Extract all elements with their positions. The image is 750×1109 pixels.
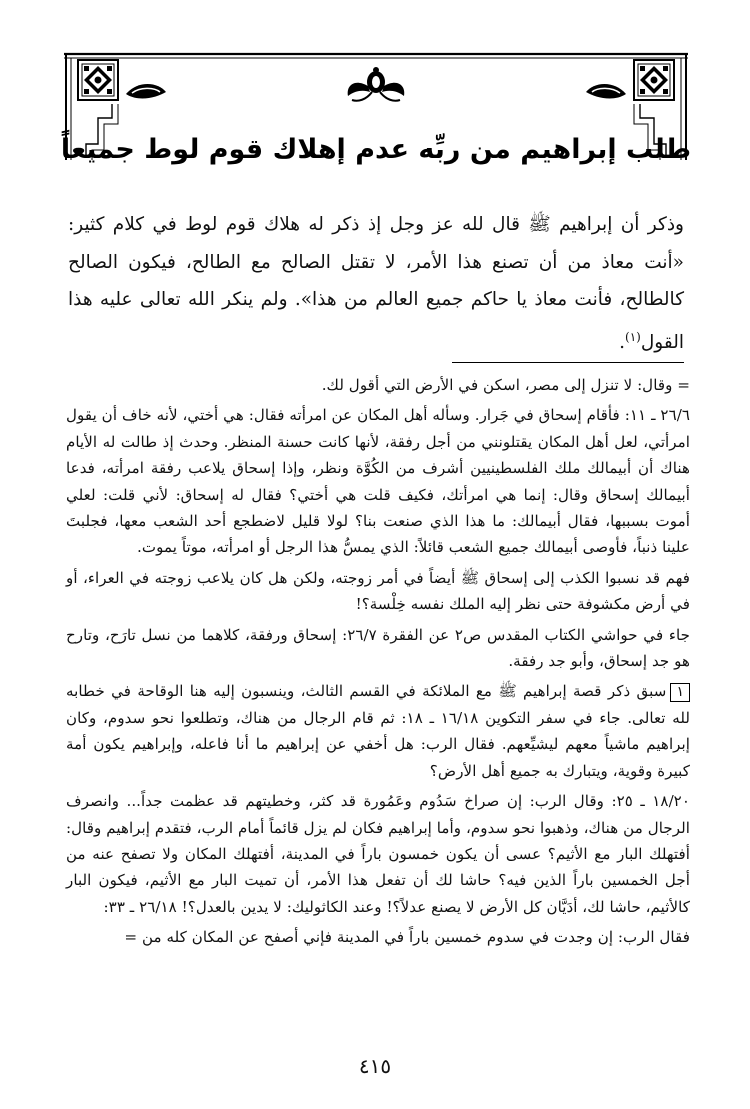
footnote-ref: (١) <box>625 329 641 344</box>
footnote-number-box: ١ <box>670 683 690 702</box>
footnotes <box>66 372 690 955</box>
main-paragraph <box>68 206 684 361</box>
footnote-separator <box>452 362 684 363</box>
footnote-1 <box>66 678 690 784</box>
page-number: ٤١٥ <box>358 1054 392 1078</box>
main-paragraph-text: وذكر أن إبراهيم ﷺ قال لله عز وجل إذ ذكر له هلاك قوم لوط في كلام كثير: «أنت معاذ من أن تصنع هذا الأمر، لا تقتل الصالح مع الطالح، فيكون الصالح كالطالح، فأنت معاذ يا حاكم جميع العالم من هذا». ولم ينكر الله تعالى عليه هذا القول <box>68 214 684 353</box>
footnote-paragraph: = وقال: لا تنزل إلى مصر، اسكن في الأرض التي أقول لك. <box>321 376 690 394</box>
footnote-1-text: سبق ذكر قصة إبراهيم ﷺ مع الملائكة في القسم الثالث، وينسبون إليه هنا الوقاحة في خطابه لله تعالى. جاء في سفر التكوين ١٦/١٨ ـ ١٨: ثم قام الرجال من هناك، وتطلعوا نحو سدوم، وكان إبراهيم ماشياً معهم ليشيِّعهم. فقال الرب: هل أخفي عن إبراهيم ما أنا فاعله، وإبراهيم يكون أمة كبيرة وقوية، ويتبارك به جميع أهل الأرض؟ <box>66 682 690 780</box>
footnote-paragraph: فهم قد نسبوا الكذب إلى إسحاق ﷺ أيضاً في أمر زوجته، ولكن هل كان يلاعب زوجته في العراء، أو في أرض مكشوفة حتى نظر إليه الملك نفسه خِلْسة؟! <box>66 568 690 614</box>
main-paragraph-end: . <box>619 331 626 353</box>
footnote-paragraph: ٢٦/٦ ـ ١١: فأقام إسحاق في جَرار. وسأله أهل المكان عن امرأته فقال: هي أختي، لأنه خاف أن يقول امرأتي، لعل أهل المكان يقتلونني من أجل رفقة، لأنها كانت حسنة المنظر. وحدث إذ طالت له الأيام هناك أن أبيمالك ملك الفلسطينيين أشرف من الكُوَّة ونظر، وإذا إسحاق يلاعب رفقة امرأته، فدعا أبيمالك إسحاق وقال: إنما هي امرأتك، فكيف قلت هي أختي؟ فقال له إسحاق: لأني قلت: لعلي أموت بسببها، فقال أبيمالك: ما هذا الذي صنعت بنا؟ لولا قليل لاضطجع أحد الشعب معها، فجلبتَ علينا ذنباً، فأوصى أبيمالك جميع الشعب قائلاً: الذي يمسُّ هذا الرجل أو امرأته، موتاً يموت. <box>66 406 691 557</box>
main-text <box>68 206 684 361</box>
footnote-paragraph: جاء في حواشي الكتاب المقدس ص٢ عن الفقرة ٢٦/٧: إسحاق ورفقة، كلاهما من نسل تارَح، وتارح هو جد إسحاق، وأبو جد رفقة. <box>66 625 690 671</box>
footnote-paragraph: ١٨/٢٠ ـ ٢٥: وقال الرب: إن صراخ سَدُوم وعَمُورة قد كثر، وخطيتهم قد عظمت جداً... وانصرف الرجال من هناك، وذهبوا نحو سدوم، وأما إبراهيم فكان لم يزل قائماً أمام الرب، فتقدم إبراهيم وقال: أفتهلك البار مع الأثيم؟ عسى أن يكون خمسون باراً في المدينة، أفتهلك المكان ولا تصفح عنه من أجل الخمسين باراً الذين فيه؟ حاشا لك أن تفعل هذا الأمر، أن تميت البار مع الأثيم، فيكون البار كالأثيم، حاشا لك، أدَيَّان كل الأرض لا يصنع عدلاً؟! وعند الكاثوليك: لا يدين بالعدل؟! ٢٦/١٨ ـ ٣٣: <box>66 792 690 916</box>
footnote-paragraph: فقال الرب: إن وجدت في سدوم خمسين باراً في المدينة فإني أصفح عن المكان كله من = <box>124 928 690 947</box>
chapter-title: طلب إبراهيم من ربِّه عدم إهلاك قوم لوط جميعاً <box>60 134 692 165</box>
